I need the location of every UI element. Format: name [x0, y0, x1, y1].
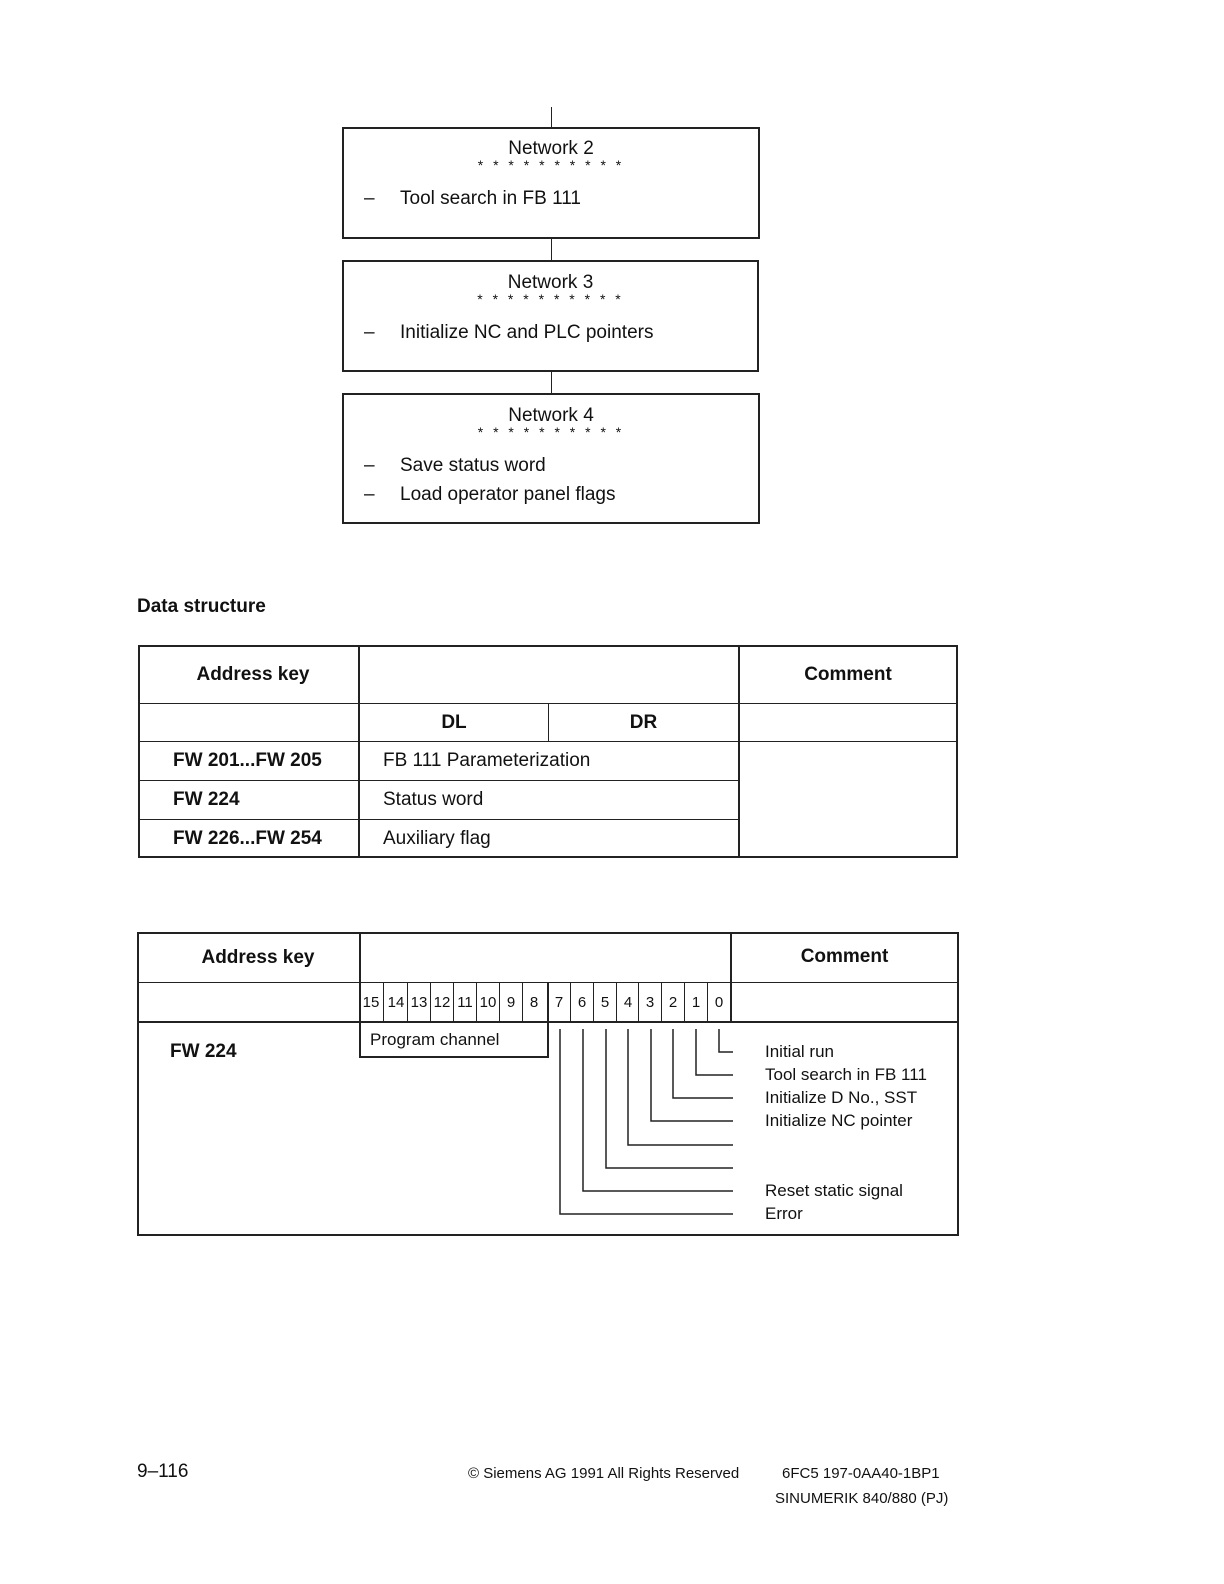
bullet-dash: –	[364, 484, 375, 505]
bit-6: 6	[577, 993, 587, 1011]
network-4-stars: * * * * * * * * * *	[477, 424, 625, 440]
bit-12: 12	[433, 993, 451, 1011]
network-3-item: – Initialize NC and PLC pointers	[364, 322, 654, 343]
network-2-item: – Tool search in FB 111	[364, 188, 581, 209]
bit-11: 11	[457, 993, 473, 1011]
bit-label-reset-static: Reset static signal	[765, 1181, 903, 1200]
bullet-dash: –	[364, 188, 375, 209]
bit-9: 9	[506, 993, 516, 1011]
bit-label-tool-search: Tool search in FB 111	[765, 1065, 927, 1084]
product-name: SINUMERIK 840/880 (PJ)	[775, 1490, 949, 1507]
leader-bit-2	[673, 1029, 733, 1098]
table1-row-2-address: FW 224	[173, 789, 240, 810]
table1-row-1-address: FW 201...FW 205	[173, 750, 322, 771]
table1-row-3-address: FW 226...FW 254	[173, 827, 322, 849]
table1-header-dl: DL	[441, 711, 467, 733]
bit-8: 8	[529, 993, 539, 1011]
bullet-dash: –	[364, 322, 375, 343]
table1-row-2-content: Status word	[383, 789, 484, 810]
table2-header-address-key: Address key	[201, 947, 315, 968]
bit-label-error: Error	[765, 1204, 803, 1223]
bit-3: 3	[645, 993, 655, 1011]
bit-2: 2	[668, 993, 678, 1011]
network-4-item-1: – Save status word	[364, 455, 546, 476]
network-2-stars: * * * * * * * * * *	[477, 157, 625, 173]
page-number: 9–116	[137, 1461, 189, 1482]
network-2-title: Network 2	[508, 138, 594, 159]
bit-label-init-d-no: Initialize D No., SST	[765, 1088, 918, 1107]
bit-13: 13	[410, 993, 428, 1011]
table1-header-address-key: Address key	[196, 664, 310, 685]
order-number: 6FC5 197-0AA40-1BP1	[782, 1465, 940, 1482]
table2-address: FW 224	[170, 1041, 237, 1062]
bit-15: 15	[362, 993, 380, 1011]
table2-header-comment: Comment	[800, 946, 889, 967]
table1-row-3-content: Auxiliary flag	[383, 827, 491, 849]
table1-header-dr: DR	[629, 711, 658, 733]
copyright: © Siemens AG 1991 All Rights Reserved	[468, 1465, 740, 1482]
bit-0: 0	[714, 993, 724, 1011]
bit-label-init-nc-pointer: Initialize NC pointer	[765, 1111, 913, 1130]
bit-4: 4	[623, 993, 633, 1011]
table1-row-1-content: FB 111 Parameterization	[383, 750, 591, 771]
bit-10: 10	[479, 993, 497, 1011]
bit-14: 14	[387, 993, 405, 1011]
network-3-title: Network 3	[507, 272, 594, 293]
network-4-item-2: – Load operator panel flags	[364, 484, 616, 505]
table1-header-comment: Comment	[804, 664, 892, 685]
bullet-dash: –	[364, 455, 375, 476]
bit-1: 1	[691, 993, 701, 1011]
program-channel-label: Program channel	[370, 1030, 500, 1049]
leader-bit-4	[628, 1029, 733, 1145]
bit-5: 5	[600, 993, 610, 1011]
network-4-title: Network 4	[508, 405, 594, 426]
network-3-stars: * * * * * * * * * *	[477, 291, 624, 307]
section-title: Data structure	[137, 596, 266, 617]
leader-bit-0	[719, 1029, 733, 1052]
bit-7: 7	[554, 993, 564, 1011]
bit-label-initial-run: Initial run	[765, 1042, 834, 1061]
